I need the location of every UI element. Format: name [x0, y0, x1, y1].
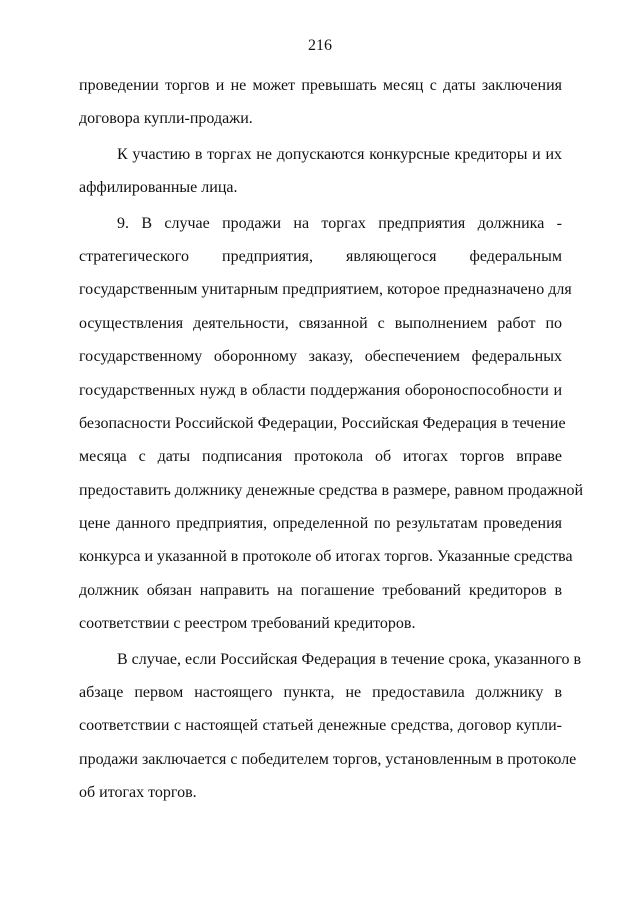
paragraph	[79, 69, 562, 136]
text-line: государственных нужд в области поддержания обороноспособности и	[79, 381, 562, 399]
text-line: стратегического предприятия, являющегося федеральным	[79, 247, 562, 265]
text-line: предоставить должнику денежные средства в размере, равном продажной	[79, 481, 584, 499]
text-line: продажи заключается с победителем торгов, установленным в протоколе	[79, 750, 577, 768]
text-line: безопасности Российской Федерации, Российская Федерация в течение	[79, 414, 566, 432]
text-line: соответствии с реестром требований кредиторов.	[79, 615, 416, 633]
page-number: 216	[308, 37, 332, 54]
text-line: проведении торгов и не может превышать месяц с даты заключения	[79, 77, 562, 94]
text-line: К участию в торгах не допускаются конкурсные кредиторы и их	[117, 145, 562, 163]
text-line: государственному оборонному заказу, обеспечением федеральных	[79, 348, 562, 366]
paragraph	[79, 643, 582, 810]
text-line: месяца с даты подписания протокола об итогах торгов вправе	[79, 448, 562, 466]
text-line: абзаце первом настоящего пункта, не предоставила должнику в	[79, 684, 562, 702]
text-line: 9. В случае продажи на торгах предприятия должника -	[117, 214, 562, 232]
text-line: В случае, если Российская Федерация в течение срока, указанного в	[117, 650, 582, 668]
document-body	[79, 69, 584, 810]
text-line: государственным унитарным предприятием, которое предназначено для	[79, 281, 572, 299]
text-line: договора купли-продажи.	[79, 110, 253, 128]
paragraph	[79, 207, 584, 641]
text-line: цене данного предприятия, определенной по результатам проведения	[79, 515, 562, 533]
text-line: конкурса и указанной в протоколе об итогах торгов. Указанные средства	[79, 548, 573, 566]
paragraph	[79, 138, 562, 205]
text-line: аффилированные лица.	[79, 179, 238, 197]
text-line: об итогах торгов.	[79, 784, 197, 802]
text-line: осуществления деятельности, связанной с выполнением работ по	[79, 314, 562, 332]
text-line: должник обязан направить на погашение требований кредиторов в	[79, 581, 562, 599]
text-line: соответствии с настоящей статьей денежные средства, договор купли-	[79, 717, 562, 735]
